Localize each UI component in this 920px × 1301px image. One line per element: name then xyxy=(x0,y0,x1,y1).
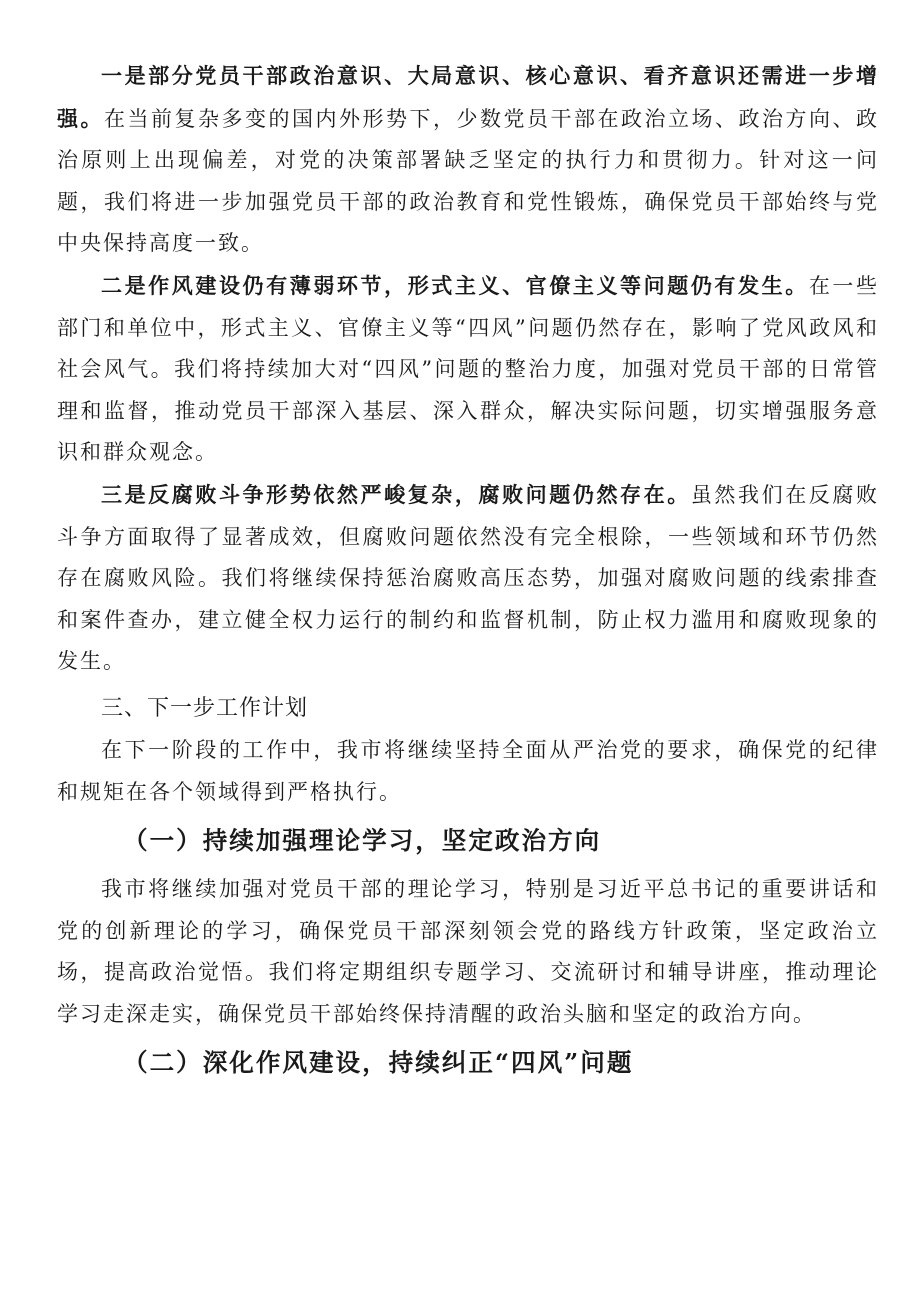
section-title: 三、下一步工作计划 xyxy=(101,695,309,721)
subsection-2-title: （二）深化作风建设，持续纠正“四风”问题 xyxy=(123,1048,634,1078)
paragraph-body: 在当前复杂多变的国内外形势下，少数党员干部在政治立场、政治方向、政治原则上出现偏差，对党的决策部署缺乏坚定的执行力和贯彻力。针对这一问题，我们将进一步加强党员干部的政治教育和党性锻炼，确保党员干部始终与党中央保持高度一致。 xyxy=(57,106,879,256)
paragraph-body: 虽然我们在反腐败斗争方面取得了显著成效，但腐败问题依然没有完全根除，一些领域和环节仍然存在腐败风险。我们将继续保持惩治腐败高压态势，加强对腐败问题的线索排查和案件查办，建立健全权力运行的制约和监督机制，防止权力滥用和腐败现象的发生。 xyxy=(57,482,879,674)
paragraph-lead: 二是作风建设仍有薄弱环节，形式主义、官僚主义等问题仍有发生。 xyxy=(101,272,809,298)
subsection-1-title: （一）持续加强理论学习，坚定政治方向 xyxy=(123,826,602,856)
paragraph-problem-2 xyxy=(57,265,879,474)
paragraph-problem-3 xyxy=(57,474,879,683)
section-intro: 在下一阶段的工作中，我市将继续坚持全面从严治党的要求，确保党的纪律和规矩在各个领域得到严格执行。 xyxy=(57,737,879,804)
paragraph-body: 在一些部门和单位中，形式主义、官僚主义等“四风”问题仍然存在，影响了党风政风和社会风气。我们将持续加大对“四风”问题的整治力度，加强对党员干部的日常管理和监督，推动党员干部深入基层、深入群众，解决实际问题，切实增强服务意识和群众观念。 xyxy=(57,273,879,465)
subsection-1-body: 我市将继续加强对党员干部的理论学习，特别是习近平总书记的重要讲话和党的创新理论的学习，确保党员干部深刻领会党的路线方针政策，坚定政治立场，提高政治觉悟。我们将定期组织专题学习、交流研讨和辅导讲座，推动理论学习走深走实，确保党员干部始终保持清醒的政治头脑和坚定的政治方向。 xyxy=(57,877,879,1026)
paragraph-problem-1 xyxy=(57,55,879,265)
paragraph-lead: 一是部分党员干部政治意识、大局意识、核心意识、看齐意识还需进一步增强。 xyxy=(57,63,879,131)
paragraph-lead: 三是反腐败斗争形势依然严峻复杂，腐败问题仍然存在。 xyxy=(101,481,691,507)
document-page xyxy=(57,55,879,1091)
